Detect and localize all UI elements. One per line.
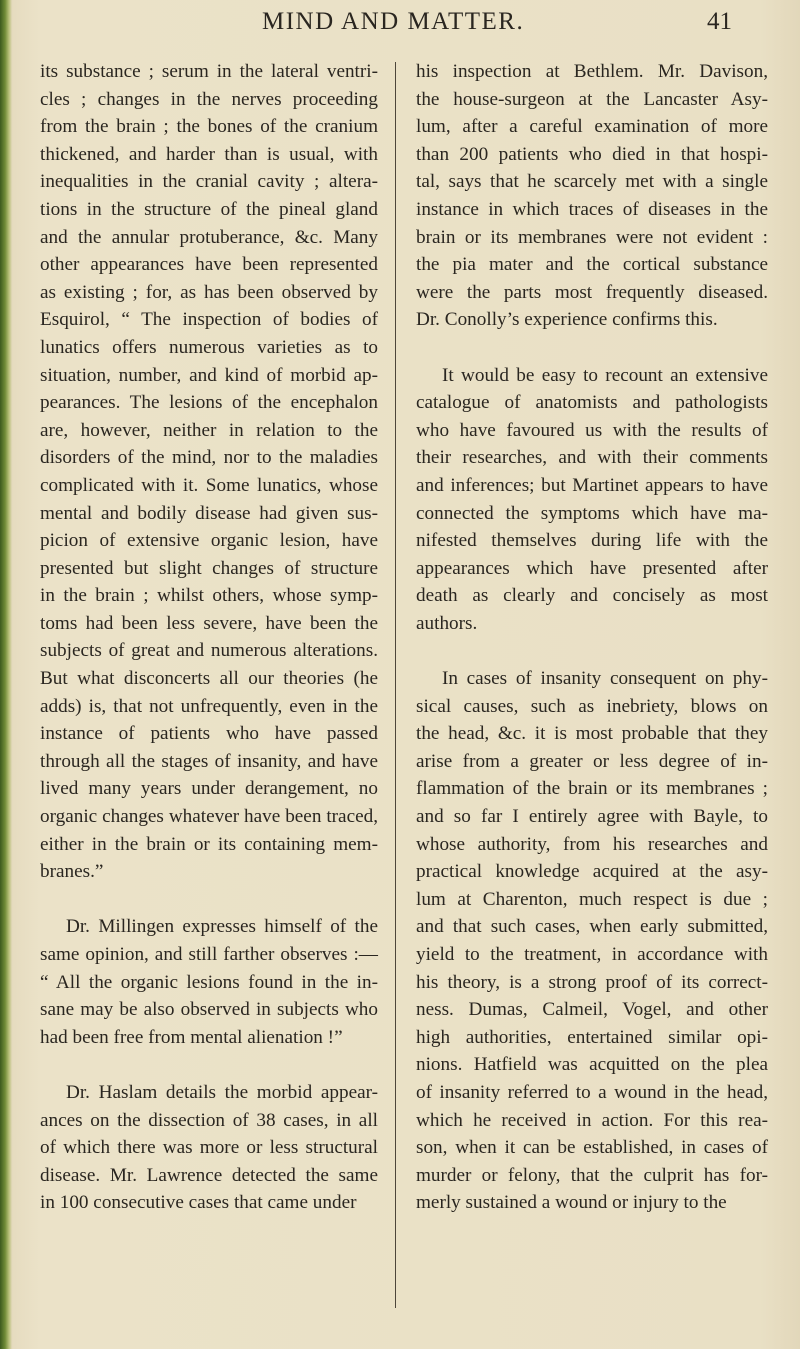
text-line-content: the pia mater and the cortical substance bbox=[416, 254, 768, 276]
text-line bbox=[416, 1024, 768, 1052]
text-line bbox=[40, 693, 378, 721]
text-line-content: the head, &c. it is most probable that they bbox=[416, 723, 768, 745]
text-line bbox=[416, 555, 768, 583]
text-line: had been free from mental alienation !” bbox=[40, 1026, 343, 1048]
right-column bbox=[416, 58, 768, 1217]
text-line-content: whose authority, from his researches and bbox=[416, 833, 768, 855]
text-line bbox=[40, 996, 378, 1024]
text-line-content: cles ; changes in the nerves proceeding bbox=[40, 88, 378, 110]
text-line bbox=[40, 196, 378, 224]
text-line bbox=[40, 720, 378, 748]
text-line bbox=[416, 196, 768, 224]
text-line: Dr. Conolly’s experience confirms this. bbox=[416, 309, 718, 331]
text-line bbox=[416, 58, 768, 86]
text-line-content: subjects of great and numerous alterations. bbox=[40, 640, 378, 662]
text-line-content: inequalities in the cranial cavity ; altera- bbox=[40, 171, 378, 193]
text-line-content: Dr. Millingen expresses himself of the bbox=[66, 916, 378, 938]
text-line: in 100 consecutive cases that came under bbox=[40, 1192, 357, 1214]
page-binding-edge bbox=[0, 0, 12, 1349]
text-line-content: mental and bodily disease had given sus- bbox=[40, 502, 378, 524]
text-line bbox=[40, 362, 378, 390]
text-line-content: lum, after a careful examination of more bbox=[416, 116, 768, 138]
text-line bbox=[416, 1051, 768, 1079]
paragraph-gap bbox=[40, 1051, 378, 1079]
text-line bbox=[40, 610, 378, 638]
text-line bbox=[416, 168, 768, 196]
text-line bbox=[40, 472, 378, 500]
text-line-content: Esquirol, “ The inspection of bodies of bbox=[40, 309, 378, 331]
text-line bbox=[416, 886, 768, 914]
text-line bbox=[40, 444, 378, 472]
text-line bbox=[40, 500, 378, 528]
text-line-content: It would be easy to recount an extensive bbox=[442, 364, 768, 386]
text-line bbox=[40, 1162, 378, 1190]
text-line-content: lum at Charenton, much respect is due ; bbox=[416, 888, 768, 910]
text-line bbox=[40, 913, 378, 941]
text-line bbox=[40, 969, 378, 997]
text-line bbox=[40, 775, 378, 803]
text-line-content: nions. Hatfield was acquitted on the plea bbox=[416, 1054, 768, 1076]
text-line-content: thickened, and harder than is usual, with bbox=[40, 143, 378, 165]
text-line-content: But what disconcerts all our theories (he bbox=[40, 668, 378, 690]
text-line-content: connected the symptoms which have ma- bbox=[416, 502, 768, 524]
text-line bbox=[40, 86, 378, 114]
text-line bbox=[416, 1162, 768, 1190]
text-line bbox=[416, 969, 768, 997]
text-line bbox=[416, 858, 768, 886]
text-line-content: brain or its membranes were not evident : bbox=[416, 226, 768, 248]
running-head: MIND AND MATTER. bbox=[262, 8, 525, 35]
text-line bbox=[416, 113, 768, 141]
text-line-content: death as clearly and concisely as most bbox=[416, 585, 768, 607]
text-line bbox=[416, 362, 768, 390]
text-line-content: arise from a greater or less degree of in- bbox=[416, 750, 768, 772]
text-line-content: and that such cases, when early submitted, bbox=[416, 916, 768, 938]
text-line bbox=[416, 251, 768, 279]
text-line-content: were the parts most frequently diseased. bbox=[416, 281, 768, 303]
text-line-content: ness. Dumas, Calmeil, Vogel, and other bbox=[416, 999, 768, 1021]
text-line-content: instance in which traces of diseases in the bbox=[416, 198, 768, 220]
text-line-content: from the brain ; the bones of the cranium bbox=[40, 116, 378, 138]
column-divider bbox=[395, 62, 396, 1308]
text-line bbox=[40, 665, 378, 693]
text-line bbox=[416, 1134, 768, 1162]
text-line bbox=[416, 913, 768, 941]
text-line bbox=[40, 555, 378, 583]
text-line bbox=[40, 306, 378, 334]
text-line-content: picion of extensive organic lesion, have bbox=[40, 530, 378, 552]
text-line-content: are, however, neither in relation to the bbox=[40, 419, 378, 441]
text-line-content: tions in the structure of the pineal gland bbox=[40, 198, 378, 220]
text-line-content: catalogue of anatomists and pathologists bbox=[416, 392, 768, 414]
text-line: authors. bbox=[416, 612, 478, 634]
text-line bbox=[40, 224, 378, 252]
text-line bbox=[416, 831, 768, 859]
text-line-content: tal, says that he scarcely met with a single bbox=[416, 171, 768, 193]
text-line-content: pearances. The lesions of the encephalon bbox=[40, 392, 378, 414]
text-line: branes.” bbox=[40, 861, 104, 883]
text-line bbox=[40, 279, 378, 307]
text-line-content: practical knowledge acquired at the asy- bbox=[416, 861, 768, 883]
text-line-content: nifested themselves during life with the bbox=[416, 530, 768, 552]
text-line-content: son, when it can be established, in cases of bbox=[416, 1137, 768, 1159]
text-line bbox=[40, 1107, 378, 1135]
text-line bbox=[416, 86, 768, 114]
text-line-content: situation, number, and kind of morbid ap- bbox=[40, 364, 378, 386]
text-line-content: yield to the treatment, in accordance with bbox=[416, 944, 768, 965]
text-line-content: the house-surgeon at the Lancaster Asy- bbox=[416, 88, 768, 110]
text-line-content: high authorities, entertained similar opi- bbox=[416, 1026, 768, 1048]
text-line-content: and the annular protuberance, &c. Many bbox=[40, 226, 378, 248]
text-line-content: adds) is, that not unfrequently, even in the bbox=[40, 695, 378, 717]
left-column bbox=[40, 58, 378, 1217]
text-line-content: toms had been less severe, have been the bbox=[40, 612, 378, 634]
text-line bbox=[416, 279, 768, 307]
text-line-content: same opinion, and still farther observes :— bbox=[40, 944, 378, 965]
text-line bbox=[416, 748, 768, 776]
text-line-content: murder or felony, that the culprit has for- bbox=[416, 1164, 768, 1186]
page-header bbox=[262, 8, 732, 38]
text-line-content: its substance ; serum in the lateral ventri- bbox=[40, 61, 378, 82]
text-line-content: their researches, and with their comments bbox=[416, 447, 768, 469]
text-line bbox=[40, 58, 378, 86]
text-line bbox=[40, 527, 378, 555]
text-line bbox=[416, 693, 768, 721]
text-line bbox=[40, 334, 378, 362]
text-line bbox=[40, 941, 378, 969]
text-line bbox=[40, 251, 378, 279]
text-line-content: as existing ; for, as has been observed by bbox=[40, 281, 378, 303]
text-line-content: complicated with it. Some lunatics, whose bbox=[40, 474, 378, 496]
text-line bbox=[40, 168, 378, 196]
text-line bbox=[416, 417, 768, 445]
text-line-content: In cases of insanity consequent on phy- bbox=[442, 668, 768, 690]
text-line-content: disorders of the mind, nor to the maladies bbox=[40, 447, 378, 469]
text-line-content: his theory, is a strong proof of its correct- bbox=[416, 971, 768, 993]
text-line bbox=[40, 748, 378, 776]
text-line bbox=[416, 941, 768, 969]
text-line-content: of insanity referred to a wound in the head, bbox=[416, 1081, 768, 1103]
text-line bbox=[40, 803, 378, 831]
text-line-content: which he received in action. For this rea- bbox=[416, 1109, 768, 1131]
text-line bbox=[416, 500, 768, 528]
text-line-content: appearances which have presented after bbox=[416, 557, 768, 579]
text-line-content: instance of patients who have passed bbox=[40, 723, 378, 745]
text-line bbox=[40, 113, 378, 141]
text-line bbox=[40, 389, 378, 417]
text-line-content: presented but slight changes of structure bbox=[40, 557, 378, 579]
text-line-content: who have favoured us with the results of bbox=[416, 419, 768, 441]
text-line bbox=[416, 224, 768, 252]
text-line bbox=[416, 582, 768, 610]
text-line-content: than 200 patients who died in that hospi- bbox=[416, 143, 768, 165]
paragraph-gap bbox=[416, 637, 768, 665]
text-line bbox=[416, 996, 768, 1024]
text-line-content: disease. Mr. Lawrence detected the same bbox=[40, 1164, 378, 1186]
text-line-content: Dr. Haslam details the morbid appear- bbox=[66, 1081, 378, 1103]
text-line-content: and so far I entirely agree with Bayle, to bbox=[416, 806, 768, 828]
text-line bbox=[416, 472, 768, 500]
text-line bbox=[416, 389, 768, 417]
text-line bbox=[40, 637, 378, 665]
text-line bbox=[416, 665, 768, 693]
text-line bbox=[40, 831, 378, 859]
text-line-content: flammation of the brain or its membranes ; bbox=[416, 778, 768, 800]
paragraph-gap bbox=[416, 334, 768, 362]
text-line bbox=[416, 803, 768, 831]
page-number: 41 bbox=[707, 8, 732, 35]
text-line bbox=[40, 1079, 378, 1107]
text-line bbox=[416, 444, 768, 472]
text-line bbox=[416, 1079, 768, 1107]
text-line-content: and inferences; but Martinet appears to have bbox=[416, 474, 768, 496]
text-line-content: his inspection at Bethlem. Mr. Davison, bbox=[416, 61, 768, 82]
text-line-content: through all the stages of insanity, and have bbox=[40, 750, 378, 772]
text-line bbox=[416, 527, 768, 555]
text-line-content: sane may be also observed in subjects who bbox=[40, 999, 378, 1021]
text-line-content: “ All the organic lesions found in the in- bbox=[40, 971, 378, 993]
text-line-content: in the brain ; whilst others, whose symp- bbox=[40, 585, 378, 607]
text-line-content: sical causes, such as inebriety, blows on bbox=[416, 695, 768, 717]
text-line bbox=[416, 720, 768, 748]
text-line bbox=[40, 1134, 378, 1162]
paragraph-gap bbox=[40, 886, 378, 914]
text-line bbox=[40, 417, 378, 445]
text-line bbox=[416, 141, 768, 169]
text-line-content: of which there was more or less structural bbox=[40, 1137, 378, 1159]
text-line bbox=[416, 775, 768, 803]
text-line bbox=[416, 1107, 768, 1135]
text-line-content: either in the brain or its containing mem- bbox=[40, 833, 378, 855]
text-line bbox=[40, 582, 378, 610]
text-line-content: other appearances have been represented bbox=[40, 254, 378, 276]
text-line: merly sustained a wound or injury to the bbox=[416, 1192, 727, 1214]
text-line-content: lunatics offers numerous varieties as to bbox=[40, 336, 378, 358]
text-line-content: organic changes whatever have been traced, bbox=[40, 806, 378, 828]
text-line-content: ances on the dissection of 38 cases, in all bbox=[40, 1109, 378, 1131]
text-line bbox=[40, 141, 378, 169]
text-line-content: lived many years under derangement, no bbox=[40, 778, 378, 800]
